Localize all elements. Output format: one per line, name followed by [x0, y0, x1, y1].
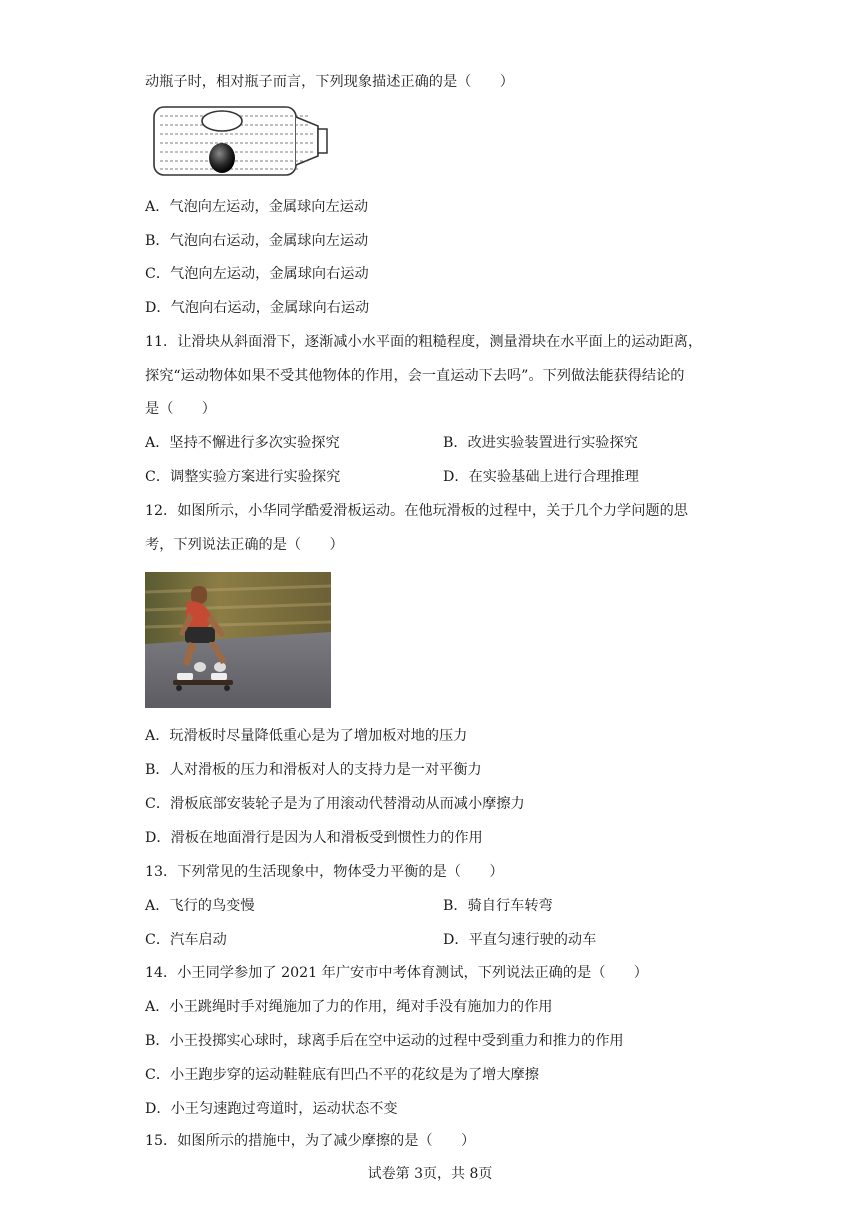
q10-stem: 动瓶子时，相对瓶子而言，下列现象描述正确的是（ ）: [145, 74, 514, 90]
q12-stem-line-2: 考，下列说法正确的是（ ）: [145, 537, 344, 553]
q13-stem: 13．下列常见的生活现象中，物体受力平衡的是（ ）: [145, 864, 504, 880]
q14-stem: 14．小王同学参加了 2021 年广安市中考体育测试，下列说法正确的是（ ）: [145, 965, 648, 981]
page-footer: 试卷第 3页，共 8页: [367, 1166, 493, 1182]
q15-stem: 15．如图所示的措施中，为了减少摩擦的是（ ）: [145, 1133, 476, 1149]
q14-option-d: D．小王匀速跑过弯道时，运动状态不变: [145, 1101, 398, 1117]
q14-option-c: C．小王跑步穿的运动鞋鞋底有凹凸不平的花纹是为了增大摩擦: [145, 1067, 539, 1083]
metal-ball: [209, 143, 235, 173]
q14-option-b: B．小王投掷实心球时，球离手后在空中运动的过程中受到重力和推力的作用: [145, 1033, 624, 1049]
q12-option-d: D．滑板在地面滑行是因为人和滑板受到惯性力的作用: [145, 830, 483, 846]
q12-option-c: C．滑板底部安装轮子是为了用滚动代替滑动从而减小摩擦力: [145, 796, 525, 812]
skateboard-photo: [145, 572, 331, 708]
q13-option-d: D．平直匀速行驶的动车: [443, 932, 597, 948]
q12-option-a: A．玩滑板时尽量降低重心是为了增加板对地的压力: [145, 728, 468, 744]
q13-option-a: A．飞行的鸟变慢: [145, 898, 255, 914]
q10-option-b: B．气泡向右运动，金属球向左运动: [145, 233, 369, 249]
q11-option-b: B．改进实验装置进行实验探究: [443, 435, 638, 451]
q13-option-c: C．汽车启动: [145, 932, 227, 948]
q11-option-d: D．在实验基础上进行合理推理: [443, 469, 639, 485]
air-bubble: [202, 111, 242, 131]
q11-stem-line-2: 探究“运动物体如果不受其他物体的作用，会一直运动下去吗”。下列做法能获得结论的: [145, 368, 685, 384]
q12-option-b: B．人对滑板的压力和滑板对人的支持力是一对平衡力: [145, 762, 482, 778]
q11-stem-line-3: 是（ ）: [145, 401, 216, 417]
q11-option-a: A．坚持不懈进行多次实验探究: [145, 435, 340, 451]
q13-option-b: B．骑自行车转弯: [443, 898, 553, 914]
bottle-figure: [150, 104, 332, 178]
q10-option-d: D．气泡向右运动，金属球向右运动: [145, 300, 370, 316]
q14-option-a: A．小王跳绳时手对绳施加了力的作用，绳对手没有施加力的作用: [145, 999, 553, 1015]
q12-stem-line-1: 12．如图所示，小华同学酷爱滑板运动。在他玩滑板的过程中，关于几个力学问题的思: [145, 503, 688, 519]
q10-option-a: A．气泡向左运动，金属球向左运动: [145, 199, 369, 215]
q10-option-c: C．气泡向左运动，金属球向右运动: [145, 266, 369, 282]
q11-stem-line-1: 11．让滑块从斜面滑下，逐渐减小水平面的粗糙程度，测量滑块在水平面上的运动距离，: [145, 334, 703, 350]
q11-option-c: C．调整实验方案进行实验探究: [145, 469, 341, 485]
